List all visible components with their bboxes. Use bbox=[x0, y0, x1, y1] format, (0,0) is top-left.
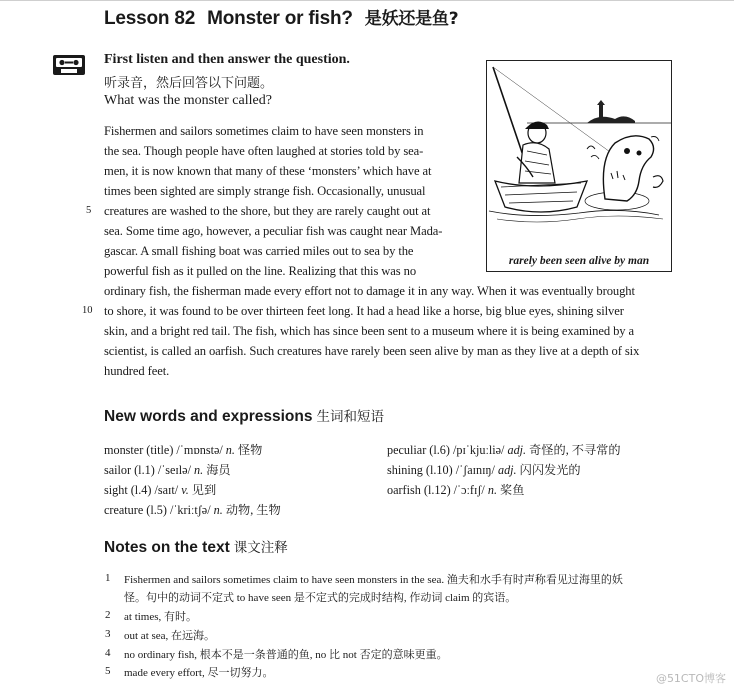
vocab-pos: adj. bbox=[507, 443, 527, 457]
notes-heading-en: Notes on the text bbox=[104, 539, 230, 556]
vocab-meaning: 奇怪的, 不寻常的 bbox=[529, 443, 621, 457]
vocab-meaning: 闪闪发光的 bbox=[519, 463, 581, 477]
lesson-number: Lesson 82 bbox=[104, 8, 196, 29]
vocab-word: creature (l.5) /ˈkriːtʃə/ bbox=[104, 503, 211, 517]
vocab-word: shining (l.10) /ˈʃaɪnɪŋ/ bbox=[387, 463, 495, 477]
vocab-item bbox=[387, 441, 621, 458]
vocab-item bbox=[387, 461, 581, 478]
question: What was the monster called? bbox=[104, 93, 272, 108]
note-number: 3 bbox=[105, 628, 111, 640]
cassette-tape-icon bbox=[52, 54, 86, 76]
vocab-meaning: 怪物 bbox=[237, 443, 263, 457]
vocab-item bbox=[104, 501, 281, 518]
passage-line: Fishermen and sailors sometimes claim to have seen monsters in bbox=[104, 124, 424, 138]
note-number: 5 bbox=[105, 665, 111, 677]
vocab-pos: adj. bbox=[497, 463, 517, 477]
passage-line: to shore, it was found to be over thirteen feet long. It had a head like a horse, big blue eyes, shining silver bbox=[104, 304, 624, 318]
note-text: out at sea, 在远海。 bbox=[124, 630, 216, 642]
vocab-item bbox=[104, 481, 216, 498]
lesson-title-en: Monster or fish? bbox=[207, 8, 353, 29]
vocab-pos: n. bbox=[194, 463, 204, 477]
notes-heading bbox=[104, 536, 288, 557]
note-number: 4 bbox=[105, 647, 111, 659]
passage-line: gascar. A small fishing boat was carried miles out to sea by the bbox=[104, 244, 414, 258]
vocab-item bbox=[387, 481, 524, 498]
vocab-pos: n. bbox=[225, 443, 235, 457]
vocab-word: peculiar (l.6) /pɪˈkjuːliə/ bbox=[387, 443, 505, 457]
lesson-title-cn: 是妖还是鱼? bbox=[364, 9, 459, 29]
note-text: 怪。句中的动词不定式 to have seen 是不定式的完成时结构, 作动词 claim 的宾语。 bbox=[124, 592, 517, 604]
vocab-word: sight (l.4) /saɪt/ bbox=[104, 483, 179, 497]
note-text: at times, 有时。 bbox=[124, 611, 198, 623]
note-text: Fishermen and sailors sometimes claim to have seen monsters in the sea. 渔夫和水手有时声称看见过海里的妖 bbox=[124, 574, 623, 586]
illustration-caption: rarely been seen alive by man bbox=[508, 255, 650, 267]
note-text: made every effort, 尽一切努力。 bbox=[124, 667, 274, 679]
line-number: 5 bbox=[86, 205, 92, 216]
illustration bbox=[486, 60, 672, 272]
vocab-meaning: 桨鱼 bbox=[500, 483, 525, 497]
passage-line: hundred feet. bbox=[104, 364, 170, 378]
fisherman-illustration bbox=[487, 61, 671, 251]
vocab-word: sailor (l.1) /ˈseɪlə/ bbox=[104, 463, 191, 477]
new-words-heading bbox=[104, 405, 384, 426]
top-rule bbox=[0, 0, 734, 1]
vocab-meaning: 海员 bbox=[206, 463, 231, 477]
vocab-pos: n. bbox=[213, 503, 223, 517]
vocab-word: oarfish (l.12) /ˈɔːfɪʃ/ bbox=[387, 483, 485, 497]
passage-line: times been sighted are simply strange fish. Occasionally, unusual bbox=[104, 184, 426, 198]
watermark: @51CTO博客 bbox=[655, 672, 726, 685]
notes-heading-cn: 课文注释 bbox=[233, 540, 288, 556]
passage-line: creatures are washed to the shore, but they are rarely caught out at bbox=[104, 204, 431, 218]
instruction-cn: 听录音，然后回答以下问题。 bbox=[104, 76, 274, 91]
vocab-meaning: 动物, 生物 bbox=[225, 503, 281, 517]
note-number: 1 bbox=[105, 572, 111, 584]
vocab-item bbox=[104, 441, 262, 458]
passage-line: sea. Some time ago, however, a peculiar fish was caught near Mada- bbox=[104, 224, 443, 238]
passage-line: skin, and a bright red tail. The fish, which has since been sent to a museum where it is being examined by a bbox=[104, 324, 635, 338]
note-number: 2 bbox=[105, 609, 111, 621]
lesson-title bbox=[104, 4, 470, 30]
vocab-pos: n. bbox=[487, 483, 497, 497]
vocab-word: monster (title) /ˈmɒnstə/ bbox=[104, 443, 223, 457]
new-words-heading-en: New words and expressions bbox=[104, 408, 313, 425]
line-number: 10 bbox=[82, 305, 93, 316]
passage-line: powerful fish as it pulled on the line. Realizing that this was no bbox=[104, 264, 417, 278]
instruction-en: First listen and then answer the question. bbox=[104, 52, 350, 67]
passage-line: scientist, is called an oarfish. Such creatures have rarely been seen alive by man as they live at a depth of six bbox=[104, 344, 640, 358]
vocab-item bbox=[104, 461, 231, 478]
vocab-pos: v. bbox=[181, 483, 189, 497]
note-text: no ordinary fish, 根本不是一条普通的鱼, no 比 not 否定的意味更重。 bbox=[124, 649, 448, 661]
passage-line: men, it is now known that many of these ‘monsters’ which have at bbox=[104, 164, 432, 178]
passage-line: ordinary fish, the fisherman made every effort not to damage it in any way. When it was eventually brought bbox=[104, 284, 635, 298]
passage-line: the sea. Though people have often laughed at stories told by sea- bbox=[104, 144, 424, 158]
vocab-meaning: 见到 bbox=[191, 483, 217, 497]
new-words-heading-cn: 生词和短语 bbox=[316, 409, 384, 425]
